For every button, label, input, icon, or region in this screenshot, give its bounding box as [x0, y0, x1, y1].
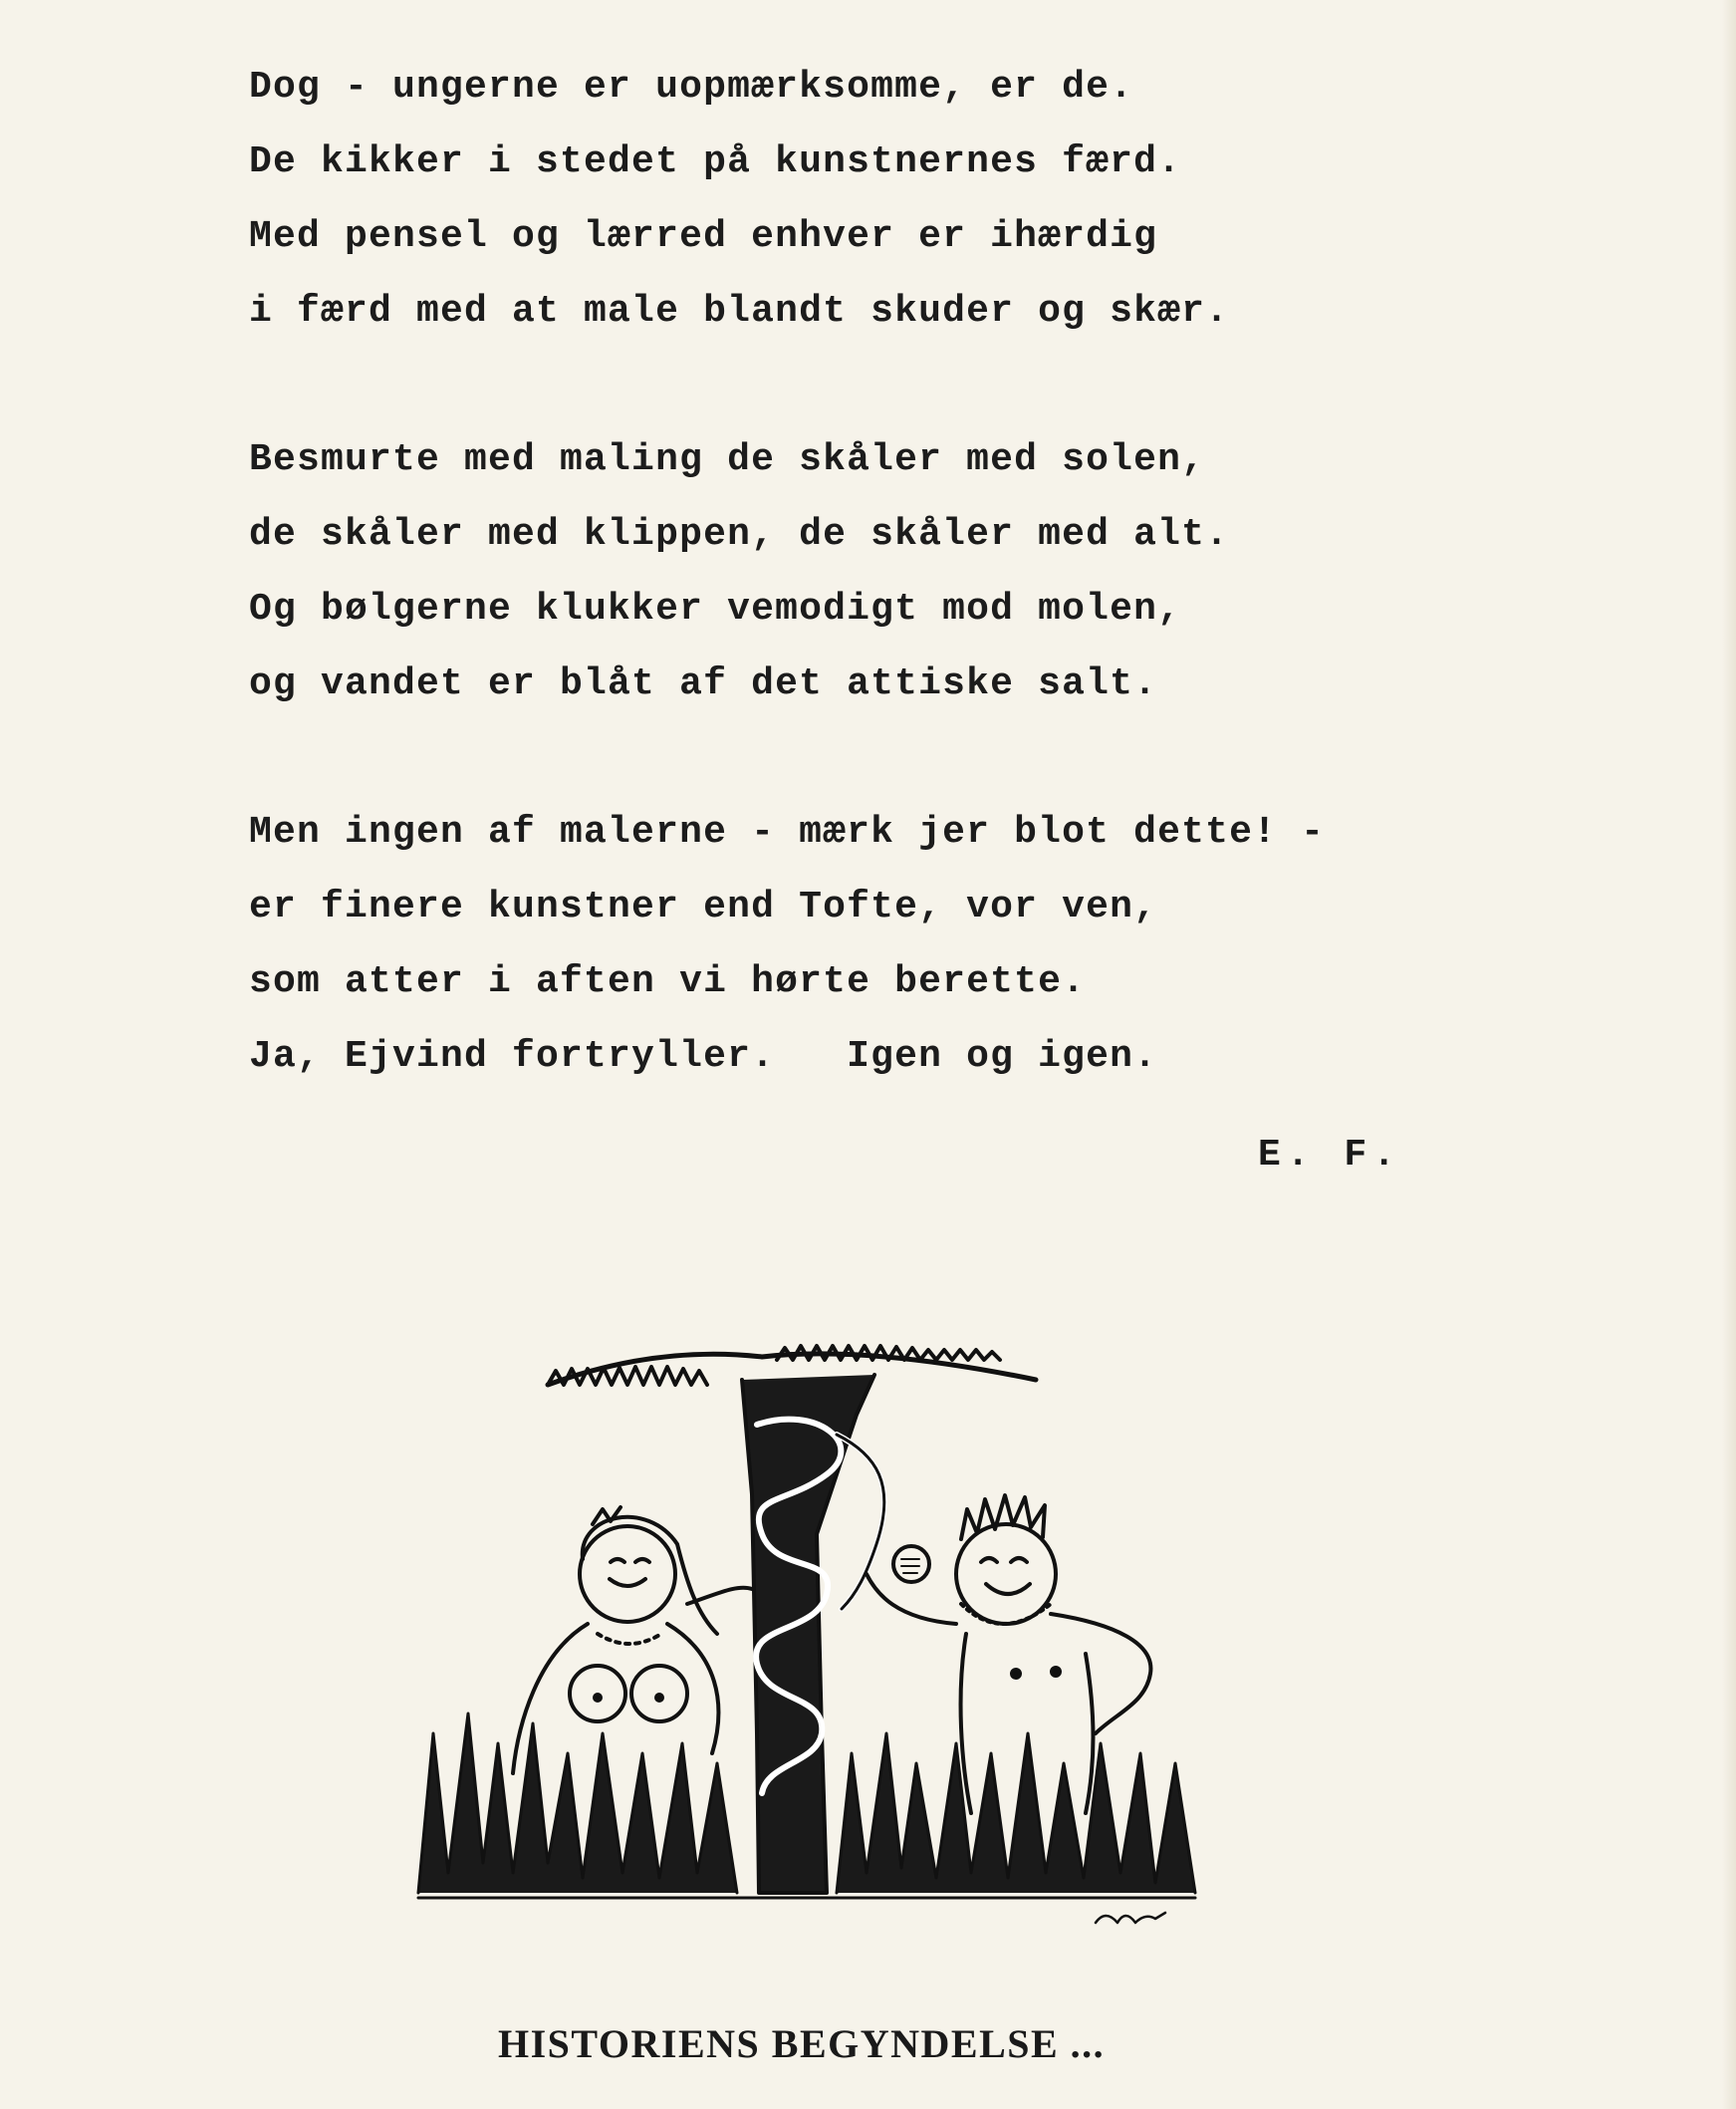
poem	[249, 50, 1544, 1168]
poem-line: Ja, Ejvind fortryller. Igen og igen.	[249, 1035, 1158, 1078]
poem-line: i færd med at male blandt skuder og skær.	[249, 290, 1230, 333]
poem-line: de skåler med klippen, de skåler med alt.	[249, 513, 1230, 556]
poem-line: Med pensel og lærred enhver er ihærdig	[249, 215, 1158, 258]
poem-line: Dog - ungerne er uopmærksomme, er de.	[249, 66, 1134, 109]
page-edge	[1722, 0, 1736, 2109]
stanza-1	[249, 50, 1544, 349]
adam-eve-serpent-tree-drawing-icon	[398, 1335, 1235, 1933]
caption: HISTORIENS BEGYNDELSE ...	[498, 2021, 1106, 2066]
poem-line: som atter i aften vi hørte berette.	[249, 960, 1087, 1003]
poem-line: De kikker i stedet på kunstnernes færd.	[249, 140, 1182, 183]
poem-line: Og bølgerne klukker vemodigt mod molen,	[249, 588, 1182, 631]
stanza-2	[249, 422, 1544, 721]
eve-figure	[513, 1507, 752, 1773]
adam-figure	[867, 1495, 1150, 1813]
stanza-3	[249, 795, 1544, 1094]
poem-line: og vandet er blåt af det attiske salt.	[249, 662, 1158, 705]
signature: E. F.	[1258, 1134, 1402, 1177]
poem-line: Besmurte med maling de skåler med solen,	[249, 438, 1206, 481]
poem-line: er finere kunstner end Tofte, vor ven,	[249, 886, 1158, 928]
poem-line: Men ingen af malerne - mærk jer blot dette! -	[249, 811, 1326, 854]
